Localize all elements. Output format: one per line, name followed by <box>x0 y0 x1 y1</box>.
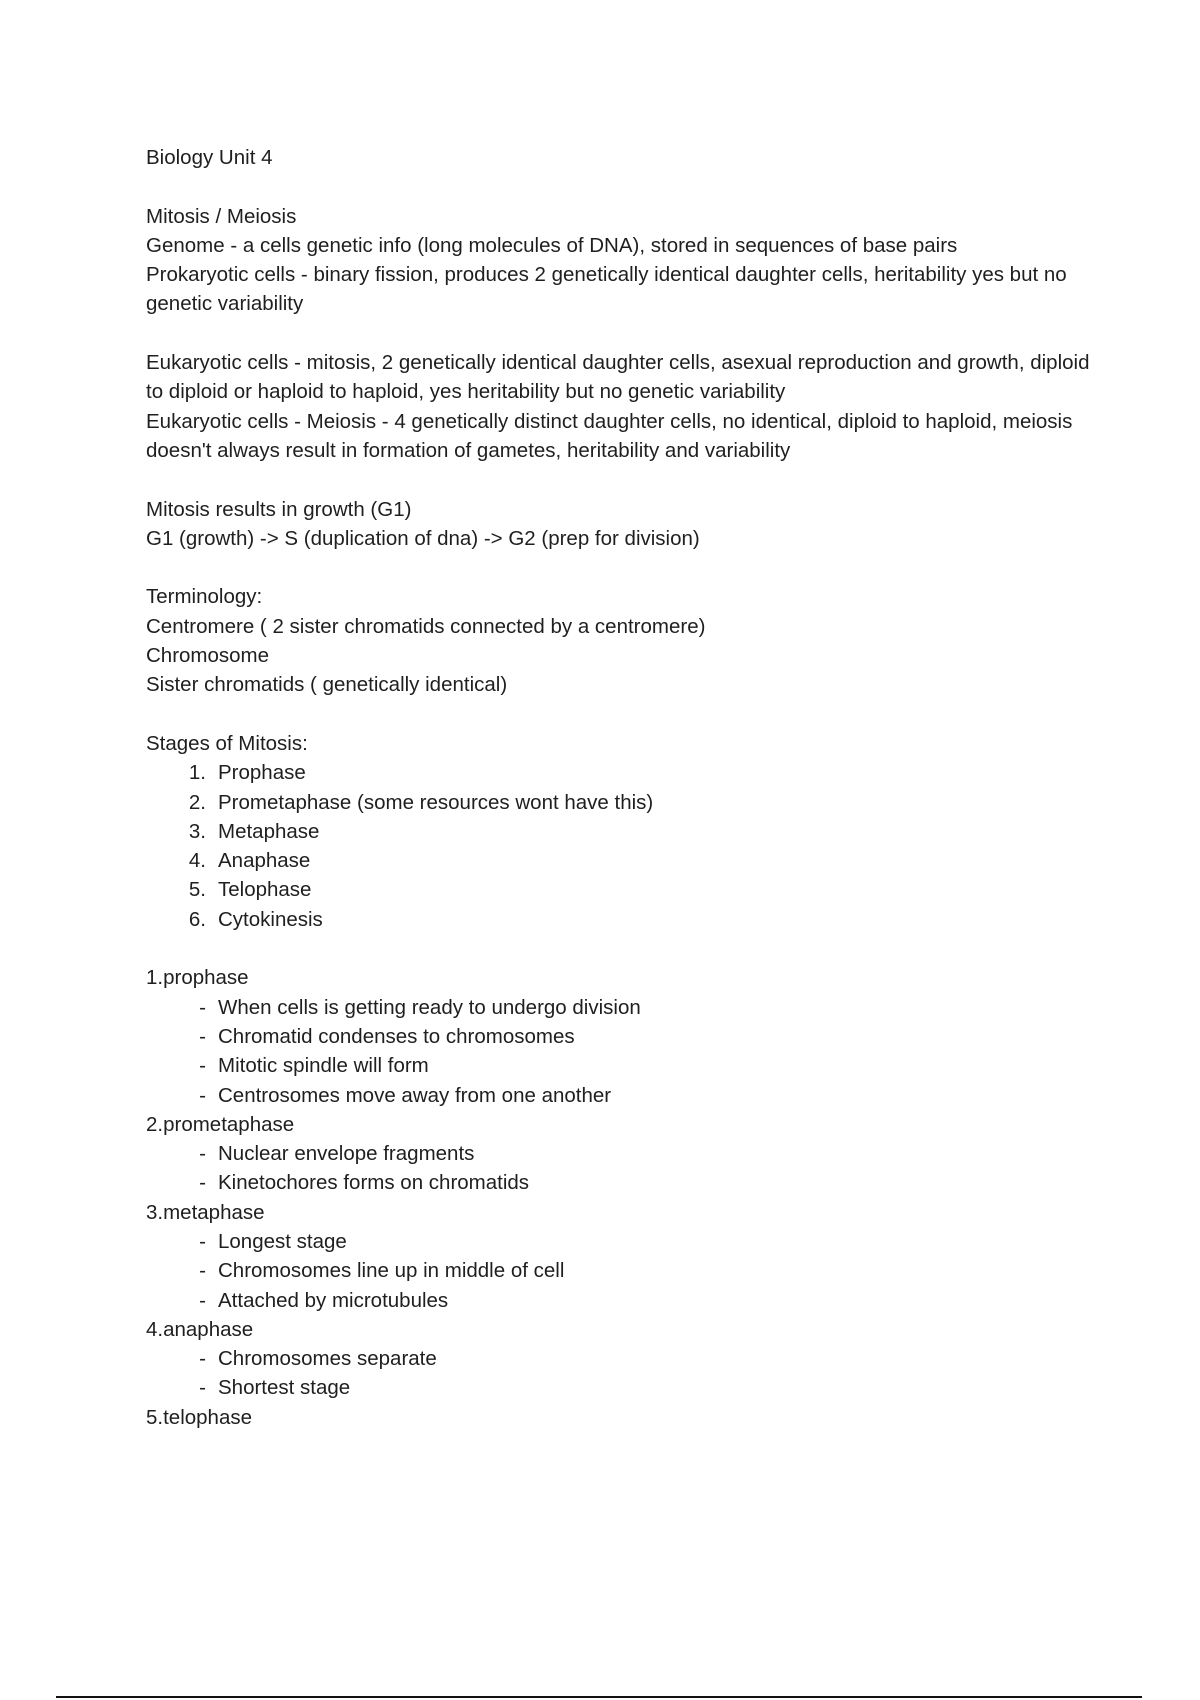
document-title: Biology Unit 4 <box>146 146 273 169</box>
bullet-marker: - <box>199 1024 206 1048</box>
list-number: 2. <box>188 790 206 814</box>
bullet-list-item <box>146 1168 1096 1197</box>
bullet-list-item <box>146 1051 1096 1080</box>
telophase-heading: 5.telophase <box>146 1405 253 1429</box>
bullet-marker: - <box>199 1288 206 1312</box>
anaphase-bullets <box>146 1344 1096 1403</box>
spacer <box>146 934 1096 963</box>
bullet-marker: - <box>199 1083 206 1107</box>
bullet-marker: - <box>199 1347 206 1371</box>
stages-list <box>146 758 1096 934</box>
metaphase-heading: 3.metaphase <box>146 1200 265 1224</box>
stage-name: Cytokinesis <box>218 907 323 931</box>
bullet-list-item <box>146 1373 1096 1402</box>
genome-definition: Genome - a cells genetic info (long molecules of DNA), stored in sequences of base pairs <box>146 233 958 257</box>
bullet-marker: - <box>199 1054 206 1078</box>
bullet-text: When cells is getting ready to undergo division <box>218 995 641 1019</box>
bullet-text: Attached by microtubules <box>218 1288 449 1312</box>
stage-list-item <box>146 817 1096 846</box>
list-number: 4. <box>188 849 206 873</box>
list-number: 6. <box>188 907 206 931</box>
bullet-text: Chromosomes line up in middle of cell <box>218 1259 565 1283</box>
bullet-list-item <box>146 1022 1096 1051</box>
stage-list-item <box>146 758 1096 787</box>
prometaphase-heading: 2.prometaphase <box>146 1112 295 1136</box>
bullet-list-item <box>146 993 1096 1022</box>
spacer <box>146 172 1096 201</box>
bullet-list-item <box>146 1081 1096 1110</box>
bullet-marker: - <box>199 1259 206 1283</box>
bullet-list-item <box>146 1344 1096 1373</box>
section-heading-mitosis-meiosis: Mitosis / Meiosis <box>146 204 297 228</box>
bullet-list-item <box>146 1139 1096 1168</box>
stage-name: Anaphase <box>218 849 311 873</box>
spacer <box>146 465 1096 494</box>
bullet-marker: - <box>199 995 206 1019</box>
list-number: 3. <box>188 819 206 843</box>
stage-list-item <box>146 875 1096 904</box>
bullet-list-item <box>146 1286 1096 1315</box>
spacer <box>146 319 1096 348</box>
prometaphase-bullets <box>146 1139 1096 1198</box>
spacer <box>146 700 1096 729</box>
bullet-text: Mitotic spindle will form <box>218 1054 429 1078</box>
bullet-text: Chromatid condenses to chromosomes <box>218 1024 575 1048</box>
stage-name: Metaphase <box>218 819 320 843</box>
terminology-centromere: Centromere ( 2 sister chromatids connected by a centromere) <box>146 614 706 638</box>
stage-name: Telophase <box>218 878 312 902</box>
list-number: 5. <box>188 878 206 902</box>
prokaryotic-cells-note: Prokaryotic cells - binary fission, produces 2 genetically identical daughter cells, heritability yes but no genetic variability <box>146 263 1067 316</box>
bullet-marker: - <box>199 1142 206 1166</box>
document-page <box>146 143 1096 1432</box>
stage-name: Prophase <box>218 761 306 785</box>
bullet-marker: - <box>199 1376 206 1400</box>
bullet-text: Centrosomes move away from one another <box>218 1083 612 1107</box>
anaphase-heading: 4.anaphase <box>146 1317 254 1341</box>
spacer <box>146 553 1096 582</box>
stage-list-item <box>146 846 1096 875</box>
bullet-text: Longest stage <box>218 1229 347 1253</box>
eukaryotic-mitosis-note: Eukaryotic cells - mitosis, 2 genetically identical daughter cells, asexual reproduction and growth, diploid to diploid or haploid to haploid, yes heritability but no genetic variability <box>146 351 1090 404</box>
stages-heading: Stages of Mitosis: <box>146 731 308 755</box>
metaphase-bullets <box>146 1227 1096 1315</box>
terminology-chromosome: Chromosome <box>146 644 270 668</box>
page-bottom-rule <box>56 1696 1142 1698</box>
bullet-list-item <box>146 1227 1096 1256</box>
stage-list-item <box>146 788 1096 817</box>
cell-cycle-sequence: G1 (growth) -> S (duplication of dna) -> G2 (prep for division) <box>146 526 700 550</box>
list-number: 1. <box>188 761 206 785</box>
mitosis-growth-note: Mitosis results in growth (G1) <box>146 497 412 521</box>
bullet-text: Shortest stage <box>218 1376 351 1400</box>
prophase-bullets <box>146 993 1096 1110</box>
eukaryotic-meiosis-note: Eukaryotic cells - Meiosis - 4 genetically distinct daughter cells, no identical, diploid to haploid, meiosis doesn't always result in formation of gametes, heritability and variability <box>146 409 1073 462</box>
terminology-heading: Terminology: <box>146 585 263 609</box>
bullet-list-item <box>146 1256 1096 1285</box>
bullet-text: Nuclear envelope fragments <box>218 1142 475 1166</box>
bullet-text: Kinetochores forms on chromatids <box>218 1171 530 1195</box>
terminology-sister-chromatids: Sister chromatids ( genetically identical) <box>146 673 508 697</box>
bullet-marker: - <box>199 1229 206 1253</box>
bullet-text: Chromosomes separate <box>218 1347 437 1371</box>
stage-name: Prometaphase (some resources wont have this) <box>218 790 654 814</box>
stage-list-item <box>146 905 1096 934</box>
prophase-heading: 1.prophase <box>146 966 249 990</box>
bullet-marker: - <box>199 1171 206 1195</box>
